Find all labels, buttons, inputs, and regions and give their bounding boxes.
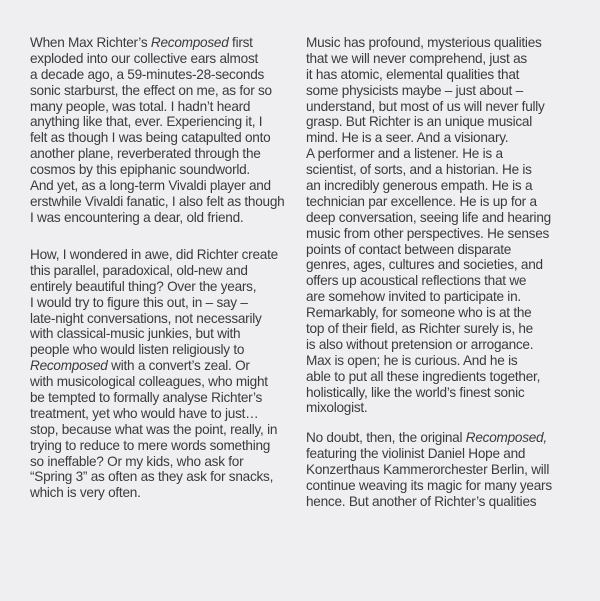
text-line: treatment, yet who would have to just… [30,405,259,421]
paragraph-1 [30,35,285,242]
text-line: Max is open; he is curious. And he is [306,352,518,368]
text-line: Music has profound, mysterious qualities [306,35,542,50]
text-line: And yet, as a long-term Vivaldi player and [30,178,271,194]
text-line: How, I wondered in awe, did Richter create [30,247,278,262]
text-line: be tempted to formally analyse Richter’s [30,390,263,406]
text-line: are somehow invited to participate in. [306,289,521,305]
paragraph-2 [30,247,278,501]
text-line: with musicological colleagues, who might [30,374,268,390]
text-line: an incredibly generous empath. He is a [306,178,533,194]
text-line: grasp. But Richter is an unique musical [306,114,532,130]
text-line: which is very often. [30,485,141,501]
text-line: points of contact between disparate [306,241,512,257]
text-line: that we will never comprehend, just as [306,50,527,66]
text-line: late-night conversations, not necessarily [30,310,262,326]
text-line: sonic starburst, the effect on me, as for so [30,82,272,98]
text-line: erstwhile Vivaldi fanatic, I also felt as though [30,193,285,209]
text-line: hence. But another of Richter’s qualities [306,493,537,509]
text-line: another plane, reverberated through the [30,146,261,162]
text-line: people who would listen religiously to [30,342,245,358]
paragraph-4 [306,430,552,509]
text-line: Remarkably, for someone who is at the [306,305,532,321]
text-line: genres, ages, cultures and societies, and [306,257,543,273]
text-line: a decade ago, a 59-minutes-28-seconds [30,66,265,82]
text-line: holistically, like the world’s finest sonic [306,384,525,400]
album-title: Recomposed [150,35,229,50]
text-line: entirely beautiful thing? Over the years, [30,278,257,294]
text-line: technician par excellence. He is up for a [306,193,537,209]
text-line: so ineffable? Or my kids, who ask for [30,453,244,469]
text: first [228,35,253,50]
album-title: Recomposed [30,358,108,374]
paragraph-3 [306,35,551,416]
text-line: Konzerthaus Kammerorchester Berlin, will [306,461,550,477]
text-line: cosmos by this epiphanic soundworld. [30,162,250,178]
album-title: Recomposed, [465,430,547,445]
text-line: I would try to figure this out, in – say – [30,294,248,310]
text-line: this parallel, paradoxical, old-new and [30,262,248,278]
text-line: featuring the violinist Daniel Hope and [306,445,526,461]
text-line: mind. He is a seer. And a visionary. [306,130,509,146]
text-line [30,358,278,374]
text-line: anything like that, ever. Experiencing it, I [30,114,263,130]
text-line: mixologist. [306,400,368,416]
text-line: some physicists maybe – just about – [306,82,523,98]
text-line: music from other perspectives. He senses [306,225,550,241]
text-line: stop, because what was the point, really, in [30,421,278,437]
text-line: scientist, of sorts, and a historian. He is [306,162,532,178]
text: When Max Richter’s [30,35,151,50]
text-line [306,430,552,446]
text-line: is also without pretension or arrogance. [306,336,534,352]
text-line: many people, was total. I hadn’t heard [30,98,251,114]
text-line: with classical-music junkies, but with [30,326,241,342]
text-line: understand, but most of us will never fully [306,98,545,114]
text-line: I was encountering a dear, old friend. [30,209,244,225]
text-line: deep conversation, seeing life and hearing [306,209,551,225]
text-line: “Spring 3” as often as they ask for snacks, [30,469,274,485]
text-line: A performer and a listener. He is a [306,146,503,162]
text-line: able to put all these ingredients together, [306,368,541,384]
text-line: felt as though I was being catapulted onto [30,130,271,146]
text-line: top of their field, as Richter surely is, he [306,321,533,337]
text-line [30,226,285,242]
text-line [30,35,285,51]
text-line: it has atomic, elemental qualities that [306,66,520,82]
text-line: trying to reduce to mere words something [30,437,271,453]
text-line: offers up acoustical reflections that we [306,273,527,289]
text: with a convert’s zeal. Or [107,358,250,374]
text: No doubt, then, the original [306,430,466,445]
text-line: exploded into our collective ears almost [30,50,259,66]
text-line: continue weaving its magic for many years [306,477,552,493]
